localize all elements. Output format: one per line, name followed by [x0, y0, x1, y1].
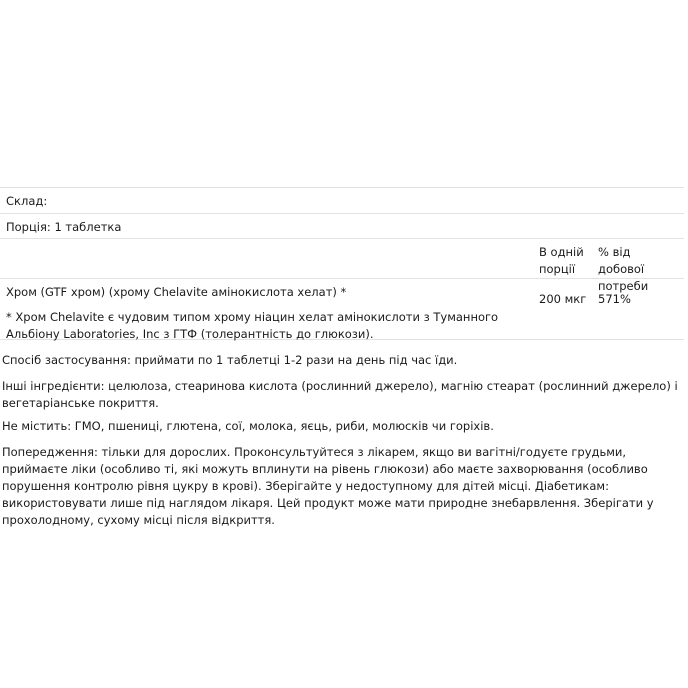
directions-text: Спосіб застосування: приймати по 1 таблетці 1-2 рази на день під час їди. [2, 353, 458, 367]
ingredient-daily-value: 571% [598, 292, 631, 306]
composition-row [0, 187, 684, 213]
other-ingredients-text: Інші інгредієнти: целюлоза, стеаринова кислота (рослинний джерело), магнію стеарат (рослинний джерело) і вегетаріанське покриття. [2, 379, 678, 410]
ingredient-amount: 200 мкг [539, 292, 587, 306]
warnings-text: Попередження: тільки для дорослих. Проконсультуйтеся з лікарем, якщо ви вагітні/годуєте грудьми, приймаєте ліки (особливо ті, які можуть вплинути на рівень глюкози) або маєте захворювання (особливо порушення контролю рівня цукру в крові). Зберігайте у недоступному для дітей місці. Діабетикам: використовувати лише під наглядом лікаря. Цей продукт може мати природне знебарвлення. Зберігати у прохолодному, сухому місці після відкриття. [2, 445, 654, 527]
supplement-facts-table [0, 187, 684, 340]
serving-size: Порція: 1 таблетка [6, 220, 122, 234]
free-from-text: Не містить: ГМО, пшениці, глютена, сої, молока, яєць, риби, молюсків чи горіхів. [2, 419, 494, 433]
composition-title: Склад: [6, 194, 48, 208]
ingredient-name: Хром (GTF хром) (хрому Chelavite амінокислота хелат) * [6, 285, 347, 299]
ingredient-footnote: * Хром Chelavite є чудовим типом хрому ніацин хелат амінокислоти з Туманного Альбіону Laboratories, Inc з ГТФ (толерантність до глюкози). [6, 310, 499, 341]
serving-size-row [0, 213, 684, 238]
table-row [0, 278, 684, 340]
daily-value-header: % від добової потреби [598, 245, 649, 293]
amount-per-serving-header: В одній порції [539, 245, 584, 276]
